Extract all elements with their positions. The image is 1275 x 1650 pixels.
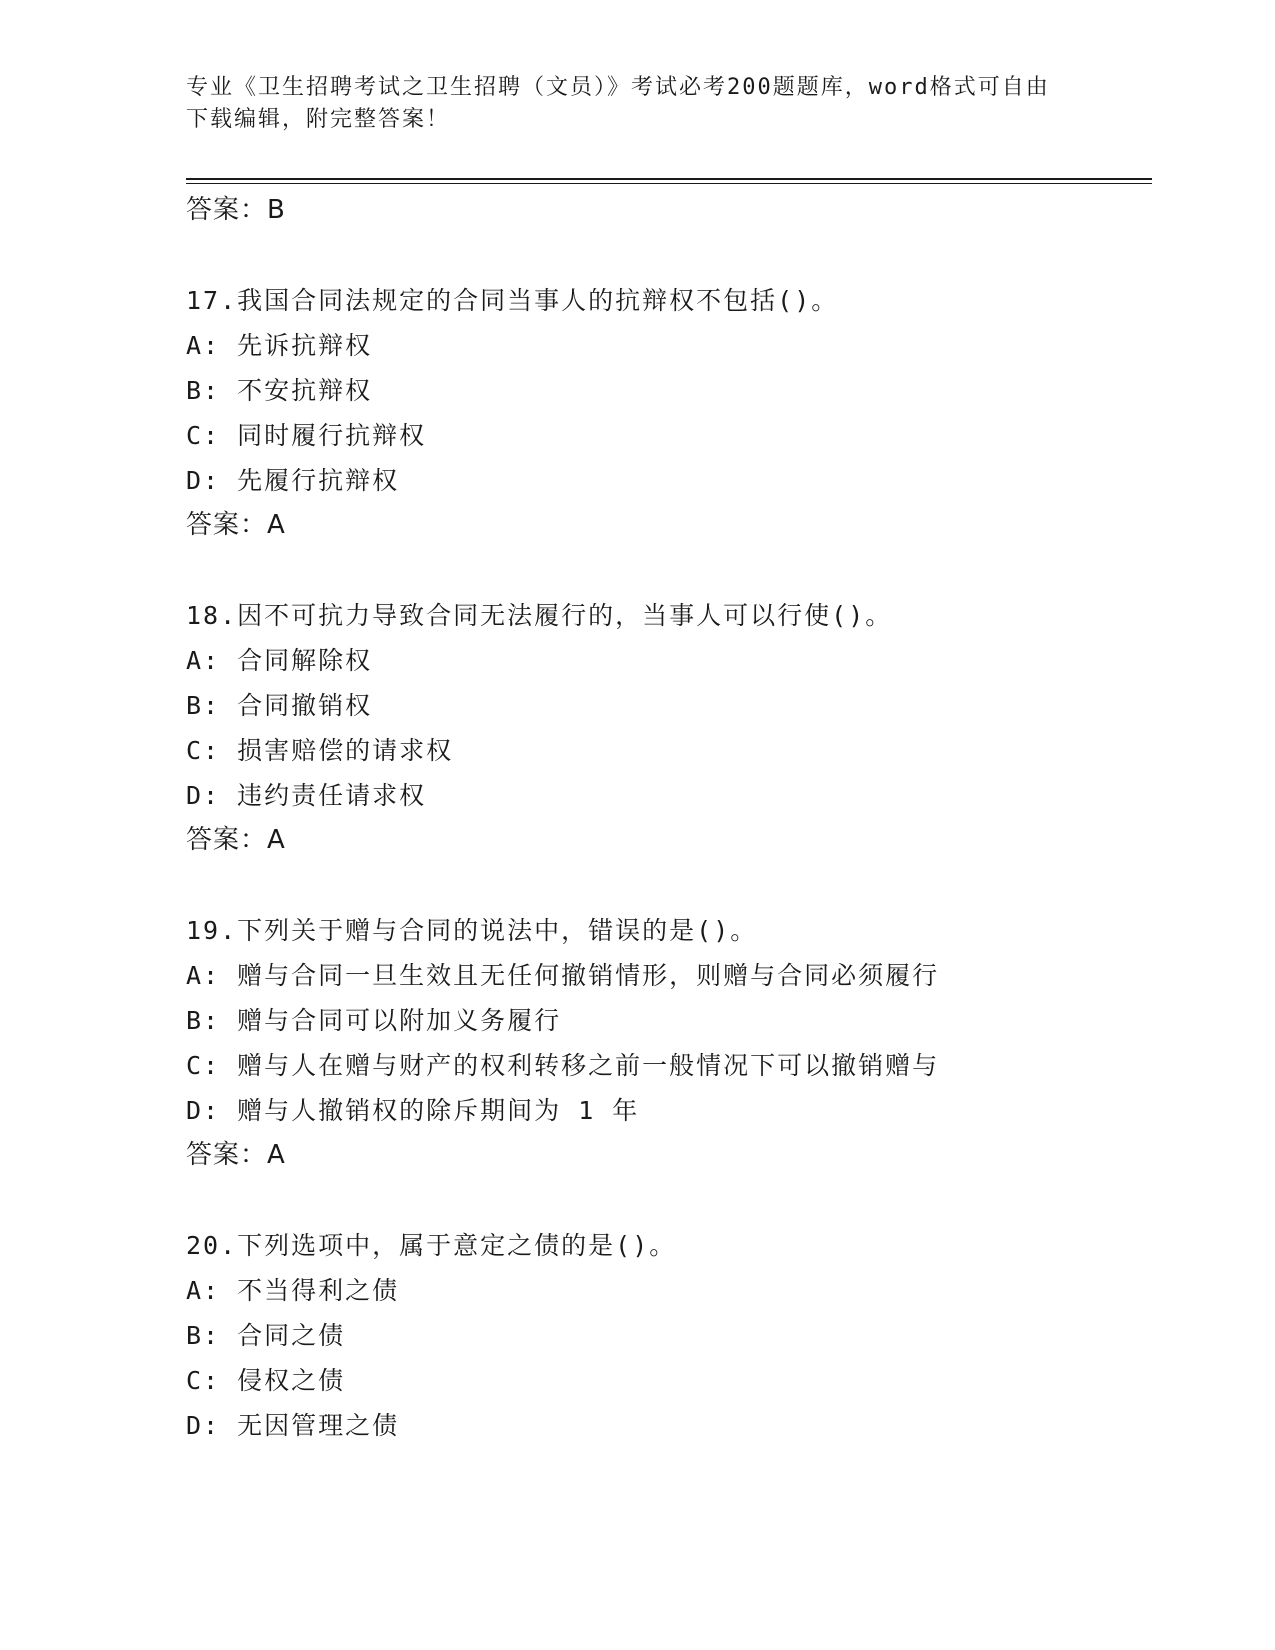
header-rule-thick [186, 178, 1152, 180]
previous-answer: 答案：B [186, 195, 286, 225]
option-a: A: 合同解除权 [186, 646, 373, 675]
option-d: D: 赠与人撤销权的除斥期间为 1 年 [186, 1096, 640, 1125]
option-d: D: 无因管理之债 [186, 1411, 400, 1440]
option-c: C: 同时履行抗辩权 [186, 421, 427, 450]
question-17 [186, 278, 1152, 548]
option-c: C: 损害赔偿的请求权 [186, 736, 454, 765]
answer: 答案：A [186, 510, 286, 540]
question-stem: 19.下列关于赠与合同的说法中，错误的是()。 [186, 916, 758, 945]
question-20 [186, 1223, 1152, 1448]
question-19 [186, 908, 1152, 1178]
option-b: B: 不安抗辩权 [186, 376, 373, 405]
question-list [186, 188, 1152, 1448]
document-header: 专业《卫生招聘考试之卫生招聘（文员）》考试必考200题题库，word格式可自由下载编辑，附完整答案！ [186, 75, 1050, 132]
question-stem: 20.下列选项中，属于意定之债的是()。 [186, 1231, 677, 1260]
question-stem: 18.因不可抗力导致合同无法履行的，当事人可以行使()。 [186, 601, 893, 630]
option-d: D: 先履行抗辩权 [186, 466, 400, 495]
option-a: A: 不当得利之债 [186, 1276, 400, 1305]
option-c: C: 赠与人在赠与财产的权利转移之前一般情况下可以撤销赠与 [186, 1051, 940, 1080]
question-18 [186, 593, 1152, 863]
option-b: B: 合同撤销权 [186, 691, 373, 720]
option-b: B: 合同之债 [186, 1321, 346, 1350]
option-b: B: 赠与合同可以附加义务履行 [186, 1006, 562, 1035]
option-a: A: 先诉抗辩权 [186, 331, 373, 360]
answer: 答案：A [186, 825, 286, 855]
header-rule-thin [186, 183, 1152, 184]
question-stem: 17.我国合同法规定的合同当事人的抗辩权不包括()。 [186, 286, 839, 315]
option-a: A: 赠与合同一旦生效且无任何撤销情形，则赠与合同必须履行 [186, 961, 940, 990]
option-c: C: 侵权之债 [186, 1366, 346, 1395]
answer: 答案：A [186, 1140, 286, 1170]
option-d: D: 违约责任请求权 [186, 781, 427, 810]
